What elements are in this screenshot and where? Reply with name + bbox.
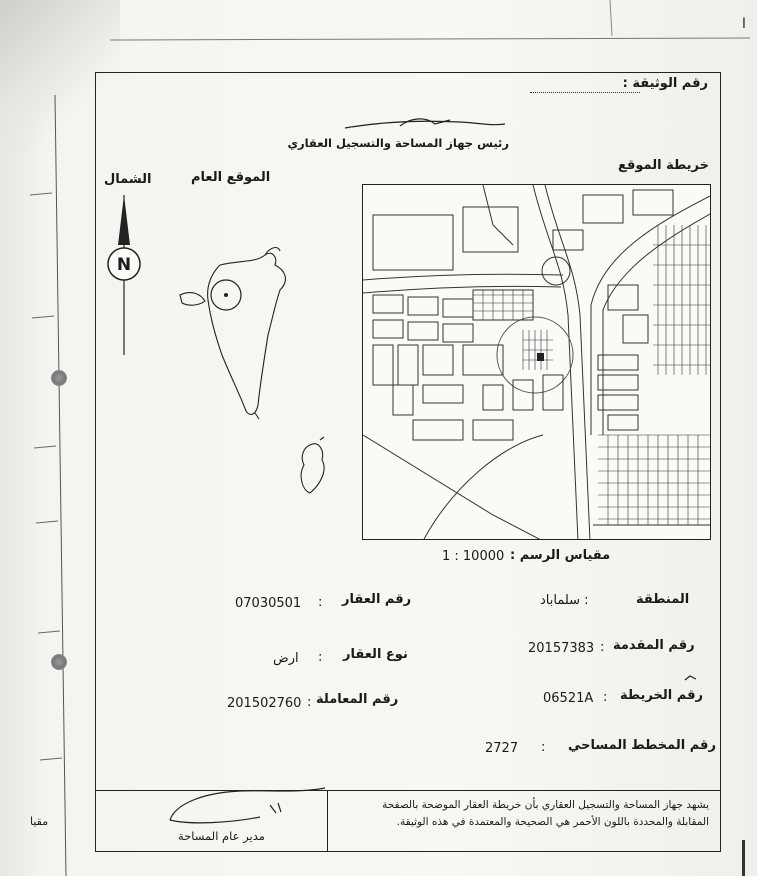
map-number-value: 06521A	[543, 691, 594, 706]
binder-hole	[51, 654, 67, 670]
property-number-value: 07030501	[235, 596, 302, 611]
svg-text:ا: ا	[742, 16, 746, 32]
survey-plan-colon: :	[541, 740, 546, 755]
margin-text: مقيا	[30, 815, 49, 828]
north-arrow-icon	[100, 190, 150, 360]
certification-line-2: المقابلة والمحددة باللون الأحمر هي الصحيحة والمعتمدة في هذه الوثيقة.	[396, 816, 709, 828]
site-map-title: خريطة الموقع	[617, 158, 709, 173]
transaction-number-colon: :	[307, 695, 312, 710]
signatory-title: رئيس جهاز المساحة والتسجيل العقاري	[287, 136, 509, 150]
document-number-dots	[530, 92, 640, 93]
director-signature	[160, 785, 330, 835]
survey-plan-value: 2727	[485, 741, 519, 756]
north-label: الشمال	[104, 172, 152, 187]
property-marker	[537, 353, 544, 361]
site-map	[362, 184, 711, 540]
map-number-label: رقم الخريطة	[620, 688, 703, 703]
application-number-value: 20157383	[528, 641, 595, 656]
area-label: المنطقة	[636, 592, 690, 607]
application-number-label: رقم المقدمة	[613, 638, 695, 653]
property-number-colon: :	[318, 595, 323, 610]
document-number-label: رقم الوثيقة :	[622, 76, 708, 91]
certification-line-1: يشهد جهاز المساحة والتسجيل العقاري بأن خريطة العقار الموضحة بالصفحة	[382, 799, 709, 811]
property-type-value: ارض	[273, 651, 299, 666]
ink-mark	[684, 674, 698, 684]
map-number-colon: :	[603, 690, 608, 705]
top-edge-marks	[100, 0, 757, 70]
certification-text	[339, 797, 709, 831]
area-value: : سلماباد	[540, 593, 589, 608]
survey-plan-label: رقم المخطط المساحي	[568, 738, 716, 753]
property-type-colon: :	[318, 650, 323, 665]
scale-label: مقياس الرسم :	[510, 548, 611, 563]
island-map-icon	[160, 235, 340, 515]
general-location-title: الموقع العام	[191, 170, 271, 185]
binding-edge	[0, 0, 100, 876]
site-map-drawing	[363, 185, 711, 540]
right-edge-mark	[742, 840, 745, 876]
property-type-label: نوع العقار	[343, 647, 408, 662]
director-title: مدير عام المساحة	[178, 829, 265, 843]
property-number-label: رقم العقار	[342, 592, 412, 607]
application-number-colon: :	[600, 640, 605, 655]
binder-hole	[51, 370, 67, 386]
transaction-number-label: رقم المعاملة	[316, 692, 399, 707]
north-letter: N	[116, 255, 132, 275]
transaction-number-value: 201502760	[227, 696, 302, 711]
scale-value: 1 : 10000	[442, 549, 505, 564]
